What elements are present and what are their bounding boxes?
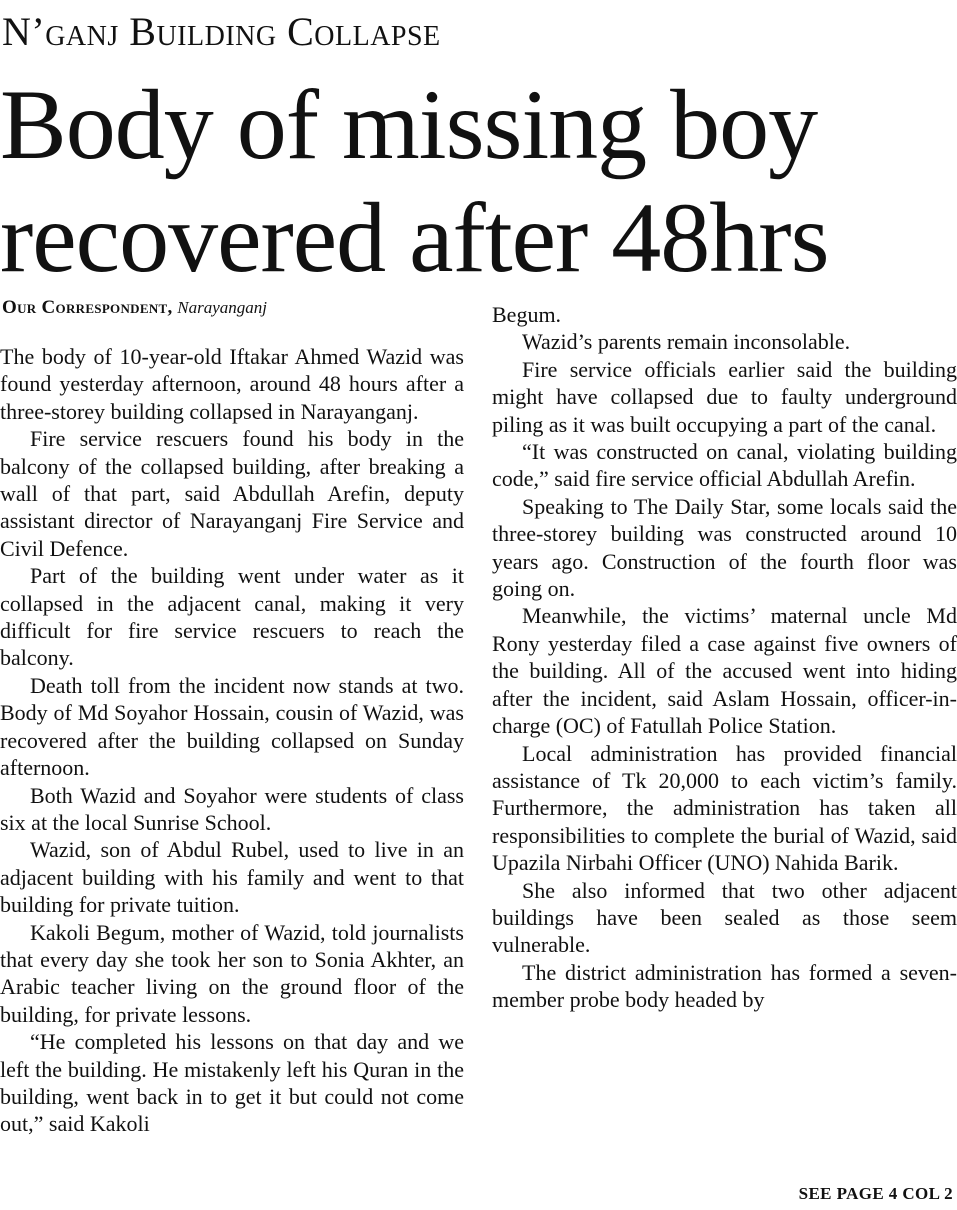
paragraph: Speaking to The Daily Star, some locals said the three-storey building was constructed around 10 years ago. Construction of the fourth floor was going on. xyxy=(492,493,957,602)
paragraph: Death toll from the incident now stands at two. Body of Md Soyahor Hossain, cousin of Wazid, was recovered after the building collapsed on Sunday afternoon. xyxy=(0,672,464,781)
paragraph: Both Wazid and Soyahor were students of class six at the local Sunrise School. xyxy=(0,782,464,835)
headline-line-1: Body of missing boy xyxy=(0,69,818,180)
paragraph: “It was constructed on canal, violating building code,” said fire service official Abdullah Arefin. xyxy=(492,439,957,492)
byline-place: Narayanganj xyxy=(177,298,268,317)
paragraph: Part of the building went under water as it collapsed in the adjacent canal, making it very difficult for fire service rescuers to reach the balcony. xyxy=(0,563,464,671)
continued-on-page-reference: SEE PAGE 4 COL 2 xyxy=(798,1184,953,1203)
paragraph: The body of 10-year-old Iftakar Ahmed Wazid was found yesterday afternoon, around 48 hours after a three-storey building collapsed in Narayanganj. xyxy=(0,344,464,424)
headline xyxy=(0,68,957,294)
paragraph: Kakoli Begum, mother of Wazid, told journalists that every day she took her son to Sonia Akhter, an Arabic teacher living on the ground floor of the building, for private lessons. xyxy=(0,919,464,1027)
article-column-2 xyxy=(492,301,957,1014)
paragraph: Meanwhile, the victims’ maternal uncle Md Rony yesterday filed a case against five owners of the building. All of the accused went into hiding after the incident, said Aslam Hossain, officer-in-charge (OC) of Fatullah Police Station. xyxy=(492,603,957,739)
paragraph: Fire service officials earlier said the building might have collapsed due to faulty underground piling as it was built occupying a part of the canal. xyxy=(492,356,957,437)
article-column-1 xyxy=(0,343,464,1138)
paragraph: Wazid’s parents remain inconsolable. xyxy=(522,329,851,355)
paragraph: The district administration has formed a seven-member probe body headed by xyxy=(492,959,957,1013)
paragraph: “He completed his lessons on that day and we left the building. He mistakenly left his Quran in the building, went back in to get it but could not come out,” said Kakoli xyxy=(0,1029,464,1137)
paragraph: Wazid, son of Abdul Rubel, used to live in an adjacent building with his family and went to that building for private tuition. xyxy=(0,837,464,918)
byline-name: Our Correspondent, xyxy=(2,297,173,318)
byline xyxy=(2,296,267,320)
paragraph: Local administration has provided financial assistance of Tk 20,000 to each victim’s family. Furthermore, the administration has taken all responsibilities to complete the burial of Wazid, said Upazila Nirbahi Officer (UNO) Nahida Barik. xyxy=(492,740,957,876)
kicker: N’ganj Building Collapse xyxy=(2,9,441,54)
paragraph: Fire service rescuers found his body in the balcony of the collapsed building, after breaking a wall of that part, said Abdullah Arefin, deputy assistant director of Narayanganj Fire Service and Civil Defence. xyxy=(0,426,464,561)
paragraph: She also informed that two other adjacent buildings have been sealed as those seem vulnerable. xyxy=(492,877,957,958)
headline-line-2: recovered after 48hrs xyxy=(0,182,829,293)
paragraph-continuation: Begum. xyxy=(492,302,562,327)
